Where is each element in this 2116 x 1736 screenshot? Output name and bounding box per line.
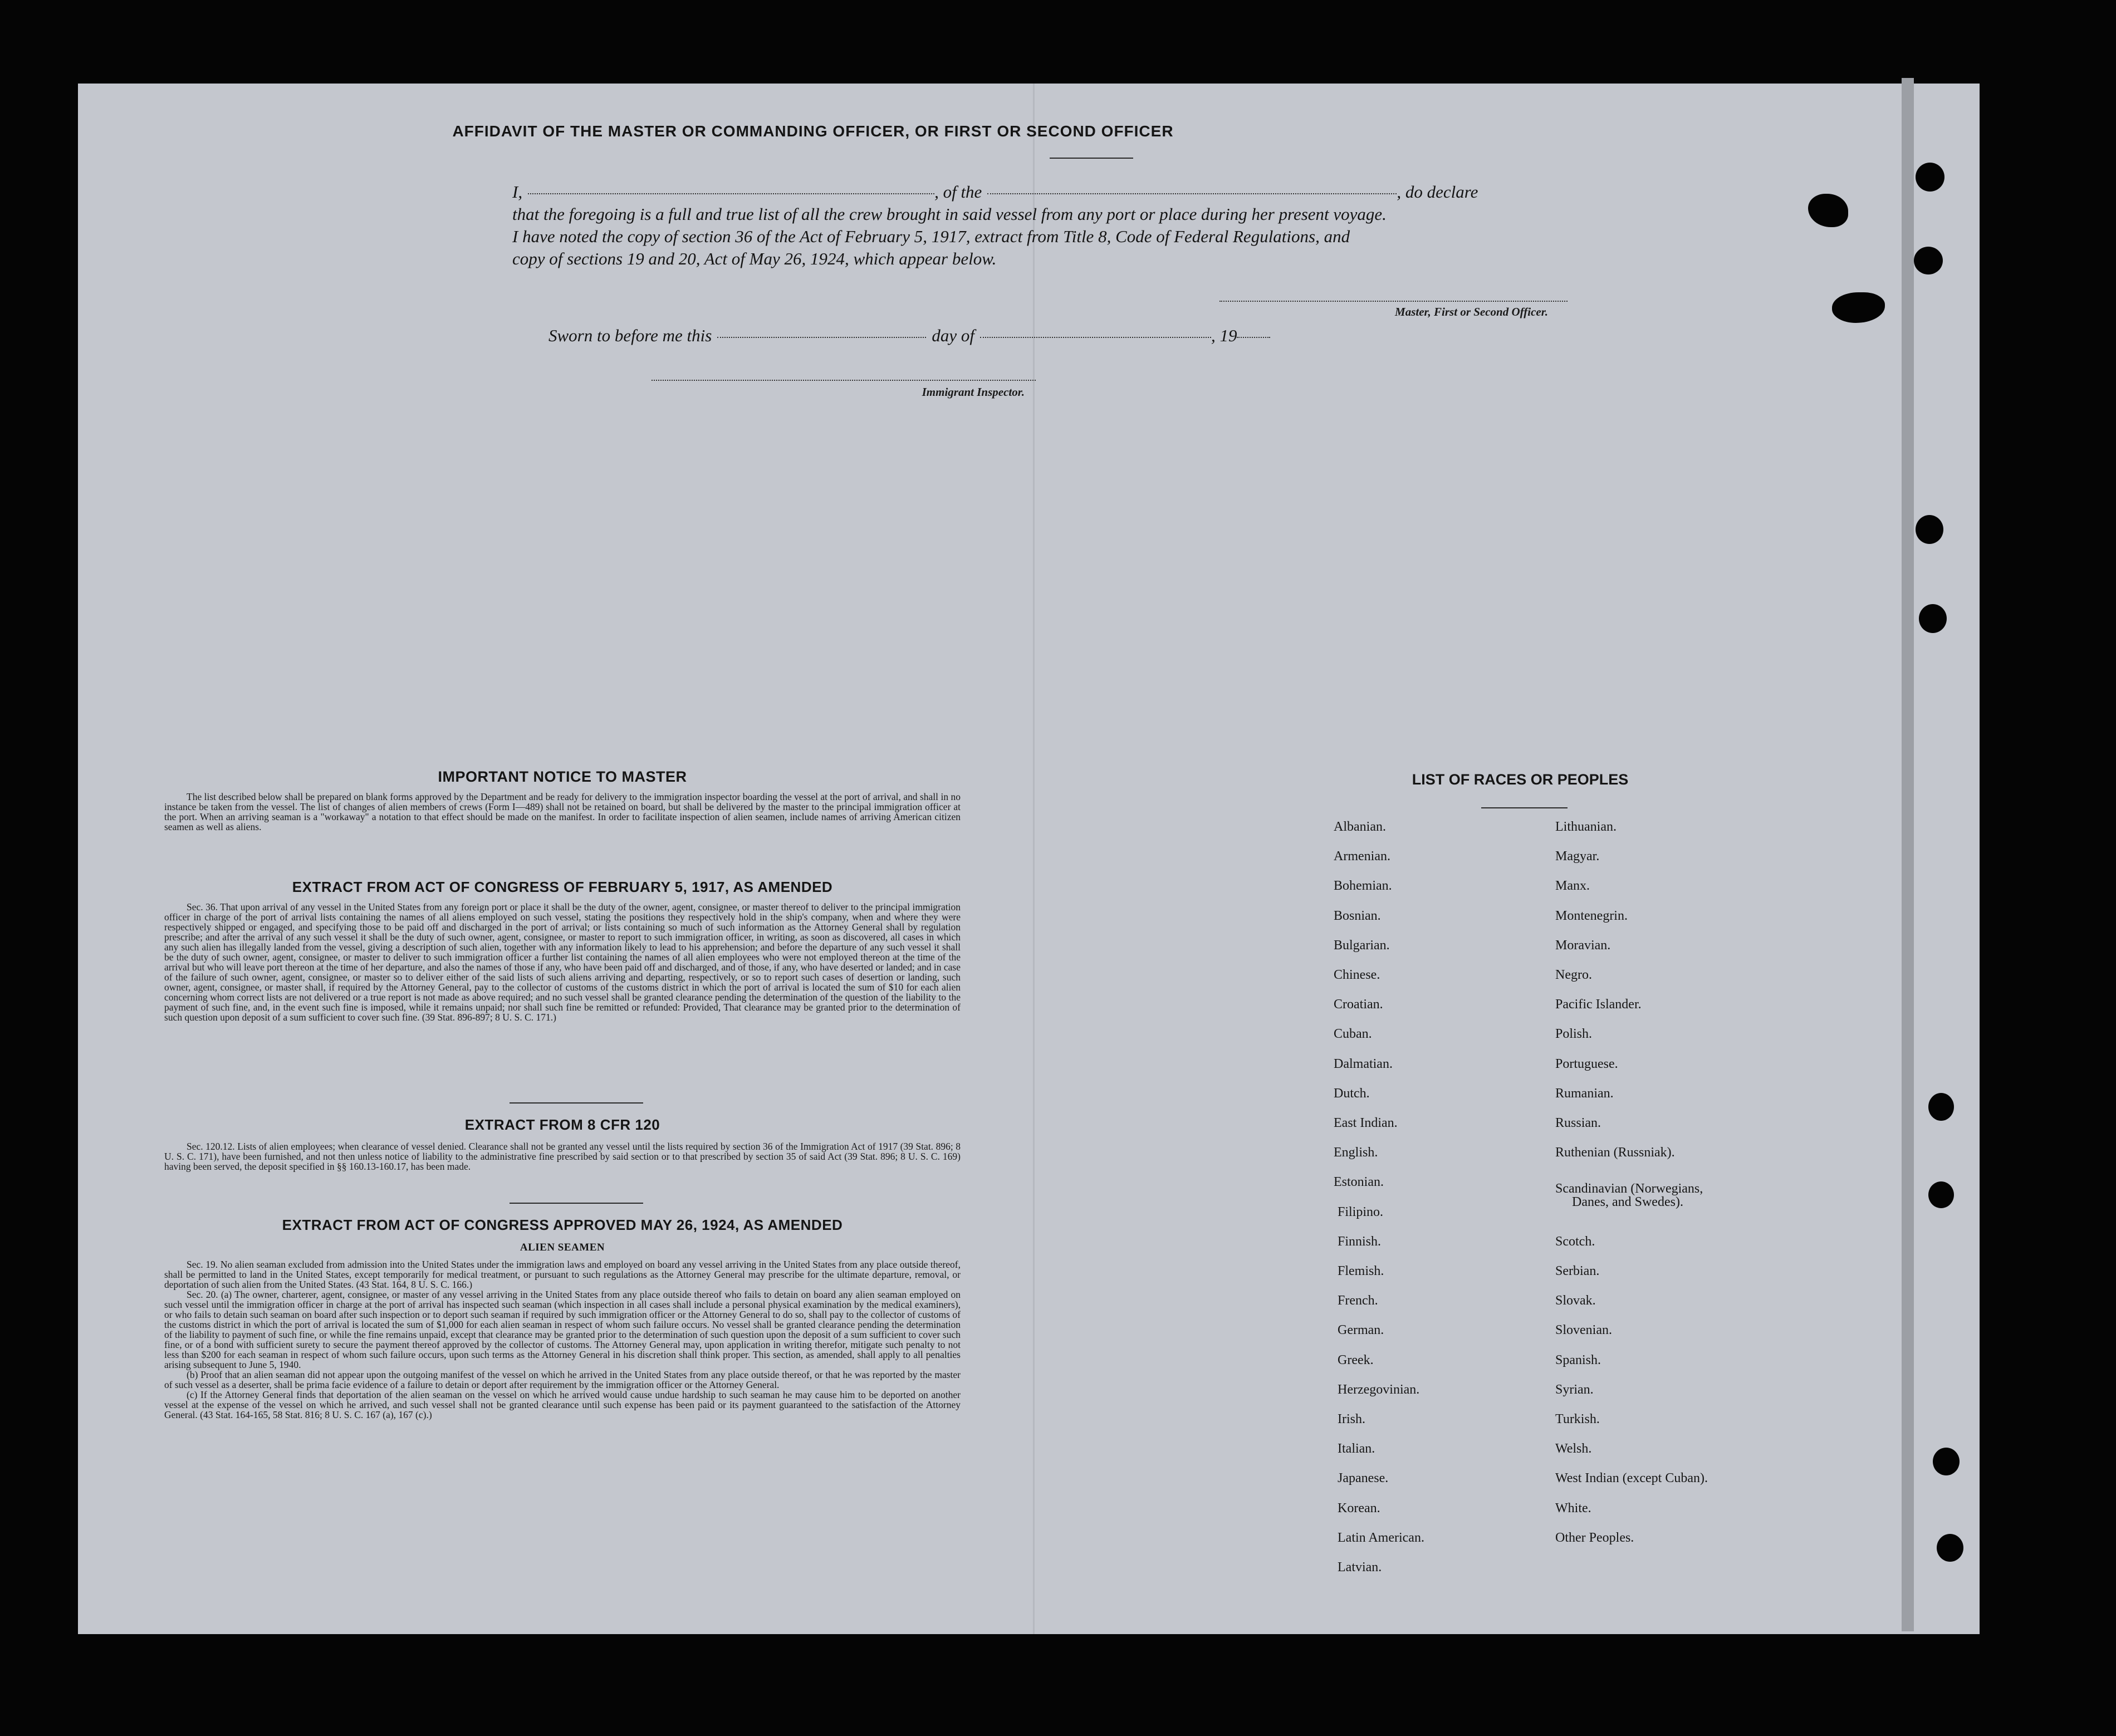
race-item: Lithuanian. (1555, 820, 1617, 834)
race-item: Slovak. (1555, 1293, 1596, 1308)
race-item: Armenian. (1334, 849, 1390, 864)
fold-crease (1033, 84, 1035, 1634)
extract-1924-body (164, 1259, 961, 1420)
race-item: Irish. (1338, 1412, 1365, 1426)
race-item: Bosnian. (1334, 908, 1381, 923)
sworn-year: , 19 (1211, 326, 1237, 345)
section-20b-paragraph: (b) Proof that an alien seaman did not appear upon the outgoing manifest of the vessel on which he arrived in the United States from any place outside thereof, or that he was reported by the master of such vessel as a deserter, shall be prima facie evidence of a failure to detain or deport after requirement by the immigration officer or the Attorney General. (164, 1369, 961, 1390)
race-item: Slovenian. (1555, 1323, 1612, 1338)
section-120-12-paragraph: Sec. 120.12. Lists of alien employees; when clearance of vessel denied. Clearance shall not be granted any vessel until the lists required by section 36 of the Immigration Act of 1917 (39 Stat. 896; 8 U. S. C. 171), have been furnished, and not then unless notice of liability to the administrative fine prescribed by said section or to that prescribed by section 35 of said Act (39 Stat. 896; 8 U. S. C. 169) having been served, the deposit specified in §§ 160.13-160.17, has been made. (164, 1141, 961, 1172)
extract-1924-title: EXTRACT FROM ACT OF CONGRESS APPROVED MAY 26, 1924, AS AMENDED (282, 1217, 843, 1233)
name-blank[interactable] (528, 193, 934, 194)
race-item: Latin American. (1338, 1530, 1424, 1545)
race-item: Turkish. (1555, 1412, 1600, 1426)
race-item: Korean. (1338, 1500, 1380, 1516)
sworn-line (548, 326, 1384, 346)
race-item: Welsh. (1555, 1441, 1592, 1457)
race-item: White. (1555, 1500, 1591, 1516)
declaration-i: I, (512, 182, 523, 202)
section-20a-paragraph: Sec. 20. (a) The owner, charterer, agent, consignee, or master of any vessel arriving in the United States from any place outside thereof who fails to detain on board any alien seaman employed on such vessel until the immigration officer in charge at the port of arrival has inspected such seaman (which inspection in all cases shall include a personal physical examination by the medical examiners), or who fails to detain such seaman on board after such inspection or to deport such seaman if required by such immigration officer or the Attorney General to do so, shall pay to the collector of customs of the customs district in which the port of arrival is located the sum of $1,000 for each alien seaman in respect of whom such failure occurs. No vessel shall be granted clearance pending the determination of the liability to payment of such fine, or while the fine remains unpaid, except that clearance may be granted prior to the determination of such question upon the deposit of a sum sufficient to cover such fine, or of a bond with sufficient surety to secure the payment thereof approved by the collector of customs. The Attorney General may, upon application in writing therefor, mitigate such penalty to not less than $200 for each seaman in respect of whom such failure occurs, upon such terms as the Attorney General in his discretion shall think proper. This section, as amended, shall apply to all penalties arising subsequent to June 5, 1940. (164, 1289, 961, 1370)
sworn-year-blank[interactable] (1237, 337, 1270, 338)
race-item: Rumanian. (1555, 1086, 1614, 1101)
notice-paragraph: The list described below shall be prepared on blank forms approved by the Department and be ready for delivery to the immigration inspector boarding the vessel at the port of arrival, and shall in no instance be taken from the vessel. The list of changes of alien members of crews (Form I—489) shall not be retained on board, but shall be delivered by the master to the principal immigration officer at the port. When an arriving seaman is a "workaway" a notation to that effect should be made on the manifest. In order to facilitate inspection of alien seamen, include names of arriving American citizen seamen as well as aliens. (164, 791, 961, 832)
separator-rule (510, 1102, 643, 1104)
race-item: Herzegovinian. (1338, 1382, 1420, 1397)
sworn-prefix: Sworn to before me this (548, 326, 712, 345)
affidavit-title: AFFIDAVIT OF THE MASTER OR COMMANDING OFFICER, OR FIRST OR SECOND OFFICER (452, 122, 1174, 140)
race-item: Italian. (1338, 1441, 1375, 1457)
race-item: Magyar. (1555, 849, 1600, 864)
race-item: Flemish. (1338, 1264, 1384, 1278)
race-item: Bohemian. (1334, 879, 1392, 894)
page-edge-strip (1902, 78, 1914, 1631)
affidavit-declaration (512, 181, 1570, 270)
sworn-day-of: day of (932, 326, 974, 345)
extract-cfr-body (164, 1141, 961, 1171)
title-rule (1050, 158, 1133, 159)
extract-1917-title: EXTRACT FROM ACT OF CONGRESS OF FEBRUARY 5, 1917, AS AMENDED (292, 879, 833, 895)
section-20c-paragraph: (c) If the Attorney General finds that deportation of the alien seaman on the vessel on which he arrived would cause undue hardship to such seaman he may cause him to be deported on another vessel at the expense of the vessel on which he arrived, and such vessel shall not be granted clearance until such expense has been paid or its payment guaranteed to the satisfaction of the Attorney General. (43 Stat. 164-165, 58 Stat. 816; 8 U. S. C. 167 (a), 167 (c).) (164, 1389, 961, 1420)
race-item: East Indian. (1334, 1116, 1398, 1130)
punch-hole (1916, 163, 1944, 192)
race-item: German. (1338, 1323, 1384, 1338)
punch-hole (1914, 247, 1943, 274)
section-36-paragraph: Sec. 36. That upon arrival of any vessel in the United States from any foreign port or place it shall be the duty of the owner, agent, consignee, or master thereof to deliver to the principal immigration officer in charge of the port of arrival lists containing the names of all aliens employed on such vessel, stating the positions they respectively hold in the ship's company, when and where they were respectively shipped or engaged, and specifying those to be paid off and discharged in the port of arrival; or lists containing so much of such information as the Attorney General shall by regulation prescribe; and after the arrival of any such vessel it shall be the duty of such owner, agent, consignee, or master to report to such immigration officer, in writing, as soon as discovered, all cases in which any such alien has illegally landed from the vessel, giving a description of such alien, together with any information likely to lead to his apprehension; and before the departure of any such vessel it shall be the duty of such owner, agent, consignee, or master to deliver to such immigration officer a further list containing the names of all alien employees who were not employed thereon at the time of the arrival but who will leave port thereon at the time of her departure, and also the names of those if any, who have been paid off and discharged, and of those, if any, who have deserted or landed; and in case of the failure of such owner, agent, consignee, or master so to deliver either of the said lists of such aliens arriving and departing, respectively, or so to report such cases of desertion or landing, such owner, agent, consignee, or master shall, if required by the Attorney General, pay to the collector of customs of the customs district in which the port of arrival is located the sum of $10 for each alien concerning whom correct lists are not delivered or a true report is not made as above required; and no such vessel shall be granted clearance pending the determination of the question of the liability to the payment of such fine, and, in the event such fine is imposed, while it remains unpaid; nor shall such fine be remitted or refunded: Provided, That clearance may be granted prior to the determination of such question upon deposit of a sum sufficient to cover such fine. (39 Stat. 896-897; 8 U. S. C. 171.) (164, 901, 961, 1023)
race-item: Ruthenian (Russniak). (1555, 1145, 1675, 1160)
vessel-blank[interactable] (987, 193, 1397, 194)
punch-hole (1937, 1534, 1963, 1562)
races-title: LIST OF RACES OR PEOPLES (1412, 771, 1629, 788)
race-item: Chinese. (1334, 968, 1380, 982)
extract-1917-body (164, 902, 961, 1022)
race-item: Cuban. (1334, 1027, 1372, 1042)
notice-title: IMPORTANT NOTICE TO MASTER (438, 768, 687, 785)
declaration-line-1 (512, 181, 1570, 203)
race-item: Croatian. (1334, 997, 1383, 1012)
race-item: French. (1338, 1293, 1378, 1308)
race-item: Syrian. (1555, 1382, 1594, 1397)
punch-hole (1916, 515, 1943, 544)
race-item: Other Peoples. (1555, 1530, 1634, 1545)
section-19-paragraph: Sec. 19. No alien seaman excluded from admission into the United States under the immigration laws and employed on board any vessel arriving in the United States from any place outside thereof, shall be permitted to land in the United States, except temporarily for medical treatment, or pursuant to such regulations as the Attorney General may prescribe for the ultimate departure, removal, or deportation of such alien from the United States. (43 Stat. 164, 8 U. S. C. 166.) (164, 1259, 961, 1290)
race-item: Scandinavian (Norwegians, (1555, 1181, 1703, 1196)
punch-hole (1919, 604, 1947, 633)
inspector-signature-caption: Immigrant Inspector. (922, 385, 1025, 399)
separator-rule (510, 1203, 643, 1204)
form-sheet (78, 84, 1980, 1634)
race-item: Filipino. (1338, 1204, 1384, 1219)
alien-seamen-subtitle: ALIEN SEAMEN (520, 1242, 605, 1253)
race-item: Montenegrin. (1555, 908, 1628, 923)
race-item: Serbian. (1555, 1264, 1600, 1278)
race-item: Latvian. (1338, 1560, 1382, 1575)
race-item: English. (1334, 1145, 1378, 1160)
sworn-month-blank[interactable] (980, 337, 1211, 338)
race-item: Japanese. (1338, 1471, 1389, 1486)
race-item: Pacific Islander. (1555, 997, 1642, 1012)
declaration-do-declare: , do declare (1397, 182, 1478, 202)
race-item: Spanish. (1555, 1352, 1601, 1367)
race-item: Bulgarian. (1334, 938, 1390, 953)
officer-signature-line[interactable] (1219, 301, 1568, 302)
race-item: Portuguese. (1555, 1056, 1618, 1071)
race-item: West Indian (except Cuban). (1555, 1471, 1708, 1486)
race-item: Dutch. (1334, 1086, 1370, 1101)
race-item: Danes, and Swedes). (1572, 1195, 1683, 1210)
race-item: Albanian. (1334, 820, 1386, 834)
race-item: Moravian. (1555, 938, 1611, 953)
sworn-day-blank[interactable] (717, 337, 926, 338)
race-item: Greek. (1338, 1352, 1374, 1367)
punch-hole (1928, 1181, 1954, 1208)
race-item: Russian. (1555, 1116, 1601, 1130)
race-item: Negro. (1555, 968, 1592, 982)
officer-signature-caption: Master, First or Second Officer. (1395, 305, 1548, 318)
inspector-signature-line[interactable] (652, 380, 1036, 381)
races-title-rule (1481, 807, 1568, 808)
declaration-line-4: copy of sections 19 and 20, Act of May 26, 1924, which appear below. (512, 249, 997, 268)
declaration-of-the: , of the (934, 182, 982, 202)
race-item: Scotch. (1555, 1234, 1595, 1249)
notice-body (164, 792, 961, 832)
declaration-line-2: that the foregoing is a full and true list of all the crew brought in said vessel from any port or place during her present voyage. (512, 204, 1387, 224)
declaration-line-3: I have noted the copy of section 36 of the Act of February 5, 1917, extract from Title 8, Code of Federal Regulations, and (512, 227, 1350, 246)
race-item: Dalmatian. (1334, 1056, 1393, 1071)
race-item: Polish. (1555, 1027, 1593, 1042)
punch-hole (1933, 1448, 1960, 1475)
extract-cfr-title: EXTRACT FROM 8 CFR 120 (464, 1116, 660, 1133)
race-item: Estonian. (1334, 1175, 1384, 1190)
race-item: Manx. (1555, 879, 1590, 894)
race-item: Finnish. (1338, 1234, 1382, 1249)
punch-hole (1928, 1093, 1954, 1121)
